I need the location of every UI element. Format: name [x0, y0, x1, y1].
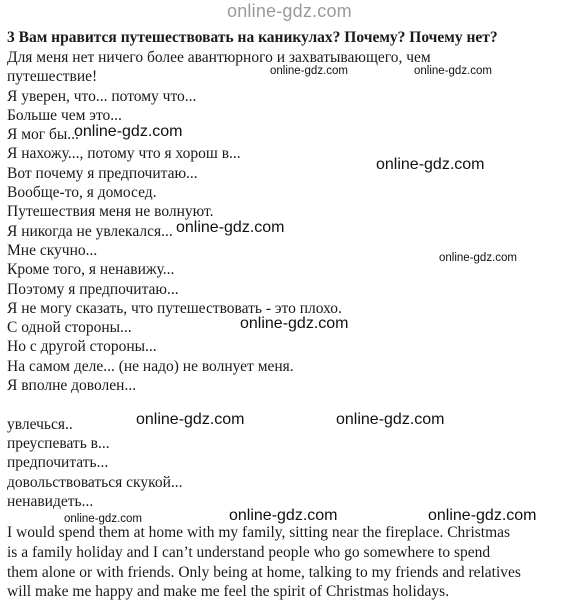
phrase-line: Я мог бы...: [7, 126, 79, 144]
phrase-line: Поэтому я предпочитаю...: [7, 280, 179, 298]
phrase-line: Для меня нет ничего более авантюрного и захватывающего, чем: [7, 49, 431, 66]
phrase-line: путешествие!: [7, 68, 98, 86]
watermark: online-gdz.com: [414, 65, 492, 77]
answer-line: is a family holiday and I can’t understand people who go somewhere to spend: [7, 543, 491, 561]
phrase-line: Вообще-то, я домосед.: [7, 184, 157, 202]
phrase-line: Путешествия меня не волнуют.: [7, 203, 214, 221]
vocab-line: предпочитать...: [7, 454, 109, 472]
phrase-list: [7, 48, 567, 511]
watermark: online-gdz.com: [439, 252, 517, 264]
watermark: online-gdz.com: [64, 513, 142, 525]
vocab-line: довольствоваться скукой...: [7, 473, 183, 491]
watermark: online-gdz.com: [136, 411, 245, 428]
vocab-line: преуспевать в...: [7, 434, 110, 452]
watermark: online-gdz.com: [240, 315, 349, 332]
phrase-line: Мне скучно...: [7, 241, 98, 259]
watermark: online-gdz.com: [376, 156, 485, 173]
phrase-line: Я нахожу..., потому что я хорош в...: [7, 145, 241, 163]
phrase-line: Вот почему я предпочитаю...: [7, 164, 198, 182]
phrase-line: Я не могу сказать, что путешествовать - это плохо.: [7, 299, 342, 317]
phrase-line: Кроме того, я ненавижу...: [7, 261, 175, 279]
phrase-line: Больше чем это...: [7, 106, 122, 124]
watermark: online-gdz.com: [336, 411, 445, 428]
answer-paragraph: [7, 523, 571, 602]
watermark: online-gdz.com: [176, 219, 285, 236]
watermark: online-gdz.com: [270, 65, 348, 77]
answer-line: them alone or with friends. Only being at home, talking to my friends and relatives: [7, 563, 521, 581]
vocab-line: ненавидеть...: [7, 492, 94, 510]
phrase-line: Я никогда не увлекался...: [7, 222, 173, 240]
phrase-line: Я уверен, что... потому что...: [7, 87, 197, 105]
watermark: online-gdz.com: [74, 123, 183, 140]
phrase-line: Я вполне доволен...: [7, 377, 137, 395]
exercise-heading: 3 Вам нравится путешествовать на каникулах? Почему? Почему нет?: [7, 29, 498, 46]
vocab-line: увлечься..: [7, 415, 73, 433]
phrase-line: С одной стороны...: [7, 319, 132, 337]
watermark: online-gdz.com: [428, 507, 537, 524]
watermark: online-gdz.com: [229, 507, 338, 524]
phrase-line: Но с другой стороны...: [7, 338, 157, 356]
blank-gap: [7, 395, 567, 414]
answer-line: will make me happy and make me feel the spirit of Christmas holidays.: [7, 583, 450, 601]
watermark-top: online-gdz.com: [227, 1, 352, 21]
phrase-line: На самом деле... (не надо) не волнует меня.: [7, 357, 294, 375]
answer-line: I would spend them at home with my family, sitting near the fireplace. Christmas: [7, 524, 511, 541]
